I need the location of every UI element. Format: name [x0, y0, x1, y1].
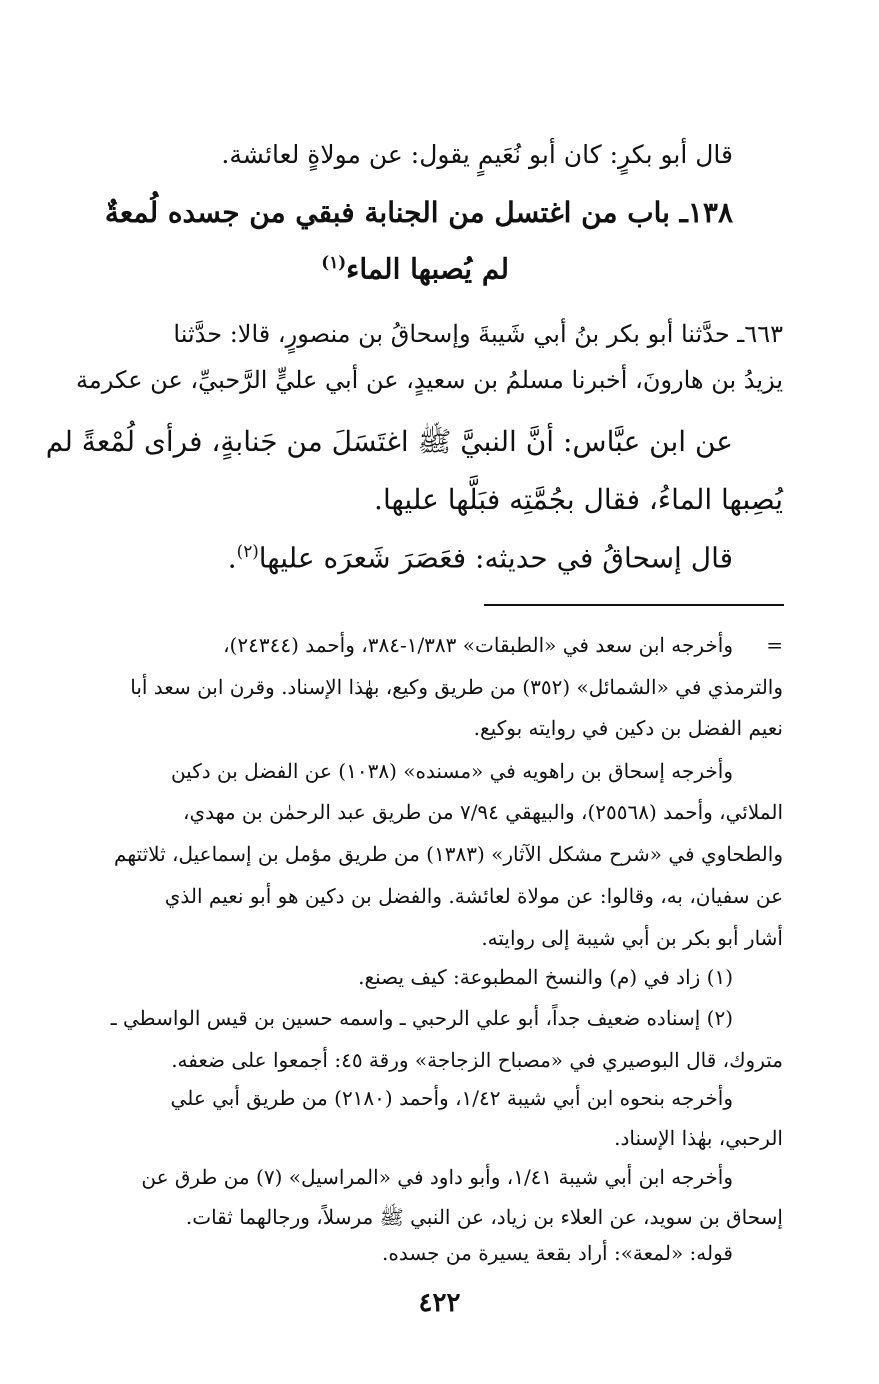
- hadith-line-1: ٦٦٣ـ حدَّثنا أبو بكر بنُ أبي شَيبةَ وإسحاقُ بن منصورٍ، قالا: حدَّثنا: [173, 320, 783, 348]
- footnote-line: الرحبي، بهٰذا الإسناد.: [614, 1126, 783, 1150]
- hadith-line-4: يُصِبها الماءُ، فقال بجُمَّتِه فبَلَّها عليها.: [374, 483, 783, 516]
- continuation-marker: =: [766, 633, 783, 657]
- footnote-separator: [484, 604, 784, 606]
- footnote-line: وأخرجه ابن أبي شيبة ١/٤١، وأبو داود في «المراسيل» (٧) من طرق عن: [141, 1165, 733, 1189]
- footnote-ref-2: (٢): [236, 541, 259, 561]
- footnote-line: وأخرجه إسحاق بن راهويه في «مسنده» (١٠٣٨) عن الفضل بن دكين: [170, 759, 733, 783]
- footnote-line: الملائي، وأحمد (٢٥٥٦٨)، والبيهقي ٧/٩٤ من طريق عبد الرحمٰن بن مهدي،: [183, 800, 783, 824]
- intro-line: قال أبو بكرٍ: كان أبو نُعَيمٍ يقول: عن مولاةٍ لعائشة.: [221, 140, 733, 169]
- page-number: ٤٢٢: [418, 1288, 461, 1318]
- chapter-title-line2: [0, 252, 879, 285]
- hadith-line-5: [0, 541, 879, 574]
- hadith-line-5-end: .: [227, 541, 237, 575]
- hadith-line-3: عن ابن عبَّاس: أنَّ النبيَّ ﷺ اغتَسَلَ من جَنابةٍ، فرأى لُمْعةً لم: [45, 425, 733, 458]
- chapter-title-line1: ١٣٨ـ باب من اغتسل من الجنابة فبقي من جسده لُمعةٌ: [104, 196, 733, 229]
- footnote-line: وأخرجه بنحوه ابن أبي شيبة ١/٤٢، وأحمد (٢١٨٠) من طريق أبي علي: [170, 1086, 733, 1110]
- footnote-ref-1: (١): [321, 252, 347, 272]
- footnote-line: (٢) إسناده ضعيف جداً، أبو علي الرحبي ـ واسمه حسين بن قيس الواسطي ـ: [110, 1006, 733, 1030]
- footnote-line: إسحاق بن سويد، عن العلاء بن زياد، عن النبي ﷺ مرسلاً، ورجالهما ثقات.: [185, 1205, 783, 1229]
- hadith-line-2: يزيدُ بن هارونَ، أخبرنا مسلمُ بن سعيدٍ، عن أبي عليٍّ الرَّحبيِّ، عن عكرمة: [76, 366, 783, 394]
- hadith-line-5-text: قال إسحاقُ في حديثه: فعَصَرَ شَعرَه عليها: [258, 541, 733, 575]
- footnote-line: متروك، قال البوصيري في «مصباح الزجاجة» ورقة ٤٥: أجمعوا على ضعفه.: [171, 1048, 783, 1072]
- footnote-line: والترمذي في «الشمائل» (٣٥٢) من طريق وكيع، بهٰذا الإسناد. وقرن ابن سعد أبا: [130, 675, 783, 699]
- footnote-line: قوله: «لمعة»: أراد بقعة يسيرة من جسده.: [382, 1241, 733, 1265]
- footnote-line: نعيم الفضل بن دكين في روايته بوكيع.: [473, 716, 783, 740]
- footnote-line: وأخرجه ابن سعد في «الطبقات» ١/٣٨٣-٣٨٤، وأحمد (٢٤٣٤٤)،: [223, 633, 733, 657]
- footnote-line: والطحاوي في «شرح مشكل الآثار» (١٣٨٣) من طريق مؤمل بن إسماعيل، ثلاثتهم: [114, 842, 783, 866]
- chapter-title-text: لم يُصبها الماء: [346, 252, 509, 286]
- footnote-line: أشار أبو بكر بن أبي شيبة إلى روايته.: [481, 926, 783, 950]
- footnote-line: (١) زاد في (م) والنسخ المطبوعة: كيف يصنع.: [358, 965, 733, 989]
- footnote-line: عن سفيان، به، وقالوا: عن مولاة لعائشة. والفضل بن دكين هو أبو نعيم الذي: [164, 884, 783, 908]
